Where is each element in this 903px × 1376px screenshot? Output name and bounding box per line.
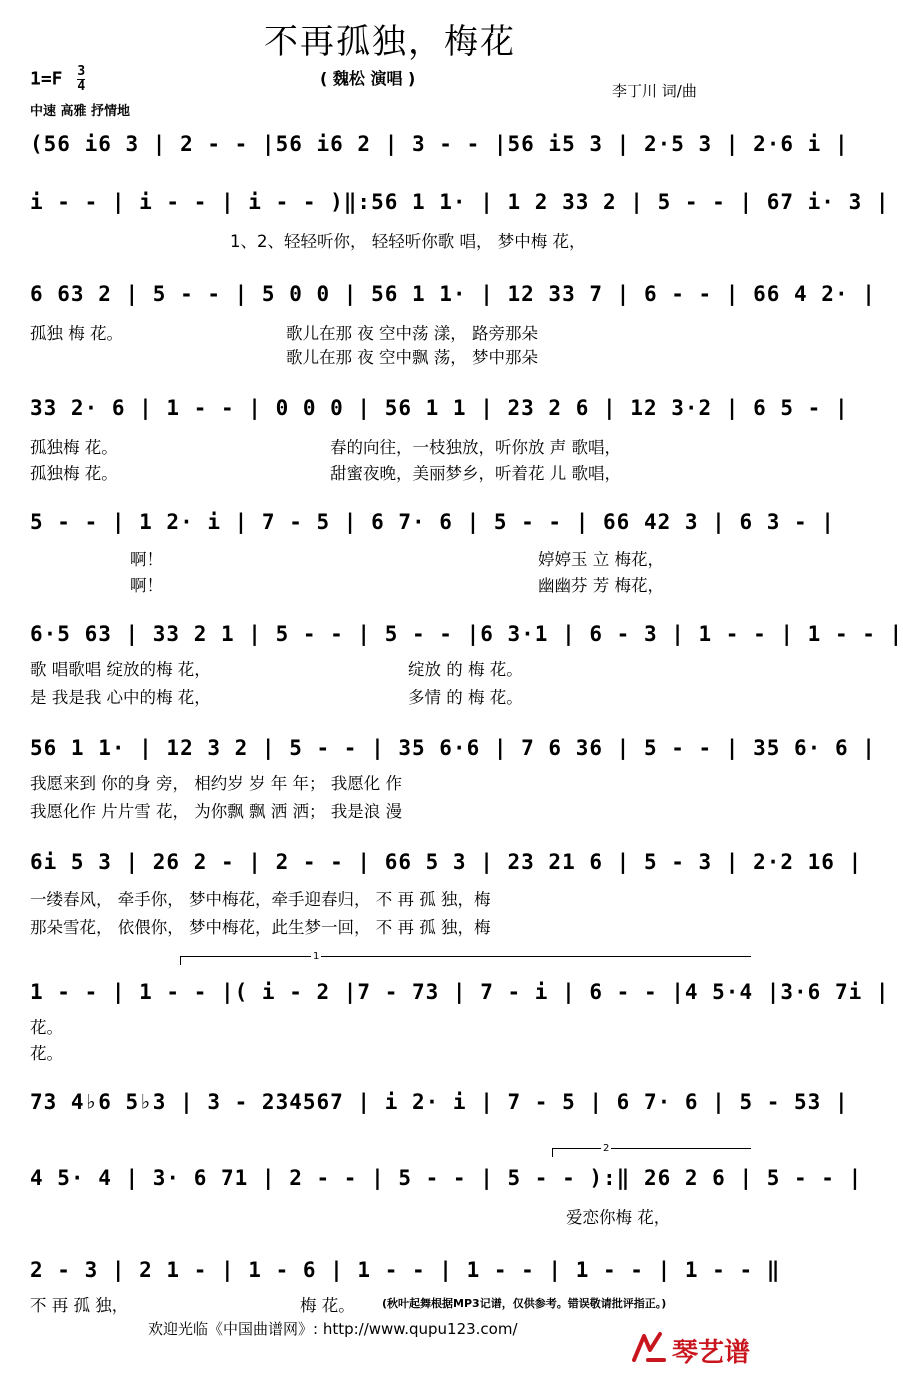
notation-row-8: 6i 5 3 | 26 2 - | 2 - - | 66 5 3 | 23 21 6 | 5 - 3 | 2·2 16 | (30, 850, 863, 874)
volta-bracket-1 (180, 951, 751, 965)
notation-row-5: 5 - - | 1 2· i | 7 - 5 | 6 7· 6 | 5 - - | 66 42 3 | 6 3 - | (30, 510, 835, 534)
lyric-row-1 (30, 228, 750, 250)
site-footer[interactable]: 欢迎光临《中国曲谱网》: http://www.qupu123.com/ (148, 1320, 518, 1338)
lyric-line: 一缕春风， 牵手你， 梦中梅花，牵手迎春归， 不 再 孤 独，梅 (30, 890, 491, 909)
lyric-row-5 (30, 656, 750, 707)
lyric-line: 春的向往，一枝独放，听你放 声 歌唱， (330, 438, 621, 457)
volta-bracket-2 (552, 1143, 751, 1157)
notation-row-10: 73 4♭6 5♭3 | 3 - 234567 | i 2· i | 7 - 5 | 6 7· 6 | 5 - 53 | (30, 1090, 849, 1114)
notation-row-6: 6·5 63 | 33 2 1 | 5 - - | 5 - - |6 3·1 | 6 - 3 | 1 - - | 1 - - | (30, 622, 903, 646)
lyric-line: 婷婷玉 立 梅花， (538, 550, 664, 569)
lyric-line: 1、2、轻轻听你， 轻轻听你歌 唱， 梦中梅 花， (230, 232, 586, 251)
lyric-row-4 (30, 546, 750, 595)
lyric-line: 绽放 的 梅 花。 (408, 660, 523, 679)
lyric-line: 那朵雪花， 依偎你， 梦中梅花，此生梦一回， 不 再 孤 独，梅 (30, 918, 491, 937)
lyric-line: 花。 (30, 1044, 63, 1063)
qinyipu-logo (630, 1330, 770, 1368)
volta-number: 1 (313, 951, 320, 962)
lyric-line: 歌儿在那 夜 空中荡 漾， 路旁那朵 (286, 324, 538, 343)
lyric-line: 梅 花。 (300, 1296, 355, 1315)
lyric-line: 爱恋你梅 花， (566, 1208, 671, 1227)
lyric-line: 歌儿在那 夜 空中飘 荡， 梦中那朵 (286, 348, 538, 367)
notation-row-1: (56 i6 3 | 2 - - |56 i6 2 | 3 - - |56 i5 3 | 2·5 3 | 2·6 i | (30, 132, 849, 156)
lyric-line: 甜蜜夜晚，美丽梦乡，听着花 儿 歌唱， (330, 464, 621, 483)
notation-row-3: 6 63 2 | 5 - - | 5 0 0 | 56 1 1· | 12 33 7 | 6 - - | 66 4 2· | (30, 282, 876, 306)
time-denominator: 4 (77, 79, 86, 94)
lyric-row-2 (30, 320, 750, 367)
song-title: 不再孤独，梅花 (264, 22, 516, 62)
lyric-row-11 (30, 1292, 770, 1314)
notation-row-12: 2 - 3 | 2 1 - | 1 - 6 | 1 - - | 1 - - | 1 - - | 1 - - ‖ (30, 1258, 781, 1282)
lyric-line: 歌 唱歌唱 绽放的梅 花， (30, 660, 211, 679)
notation-row-9: 1 - - | 1 - - |( i - 2 |7 - 73 | 7 - i | 6 - - |4 5·4 |3·6 7i | (30, 980, 890, 1004)
lyric-line: 多情 的 梅 花。 (408, 688, 523, 707)
notation-row-2: i - - | i - - | i - - )‖:56 1 1· | 1 2 33 2 | 5 - - | 67 i· 3 | (30, 190, 890, 214)
lyric-line: 我愿来到 你的身 旁， 相约岁 岁 年 年； 我愿化 作 (30, 774, 402, 793)
lyric-line: 孤独 梅 花。 (30, 324, 123, 343)
singer-credit: ( 魏松 演唱 ) (320, 69, 416, 88)
lyric-line: 啊！ (130, 576, 163, 595)
time-numerator: 3 (77, 64, 86, 79)
lyric-row-8 (30, 1014, 750, 1063)
lyric-line: 我愿化作 片片雪 花， 为你飘 飘 洒 洒； 我是浪 漫 (30, 802, 402, 821)
logo-mark-icon (630, 1330, 668, 1366)
lyric-row-3 (30, 434, 750, 483)
volta-number: 2 (603, 1143, 610, 1154)
lyric-line: 幽幽芬 芳 梅花， (538, 576, 664, 595)
key-signature (30, 66, 85, 93)
lyric-row-10 (30, 1204, 750, 1226)
lyric-line: 啊！ (130, 550, 163, 569)
lyric-line: 是 我是我 心中的梅 花， (30, 688, 211, 707)
notation-row-7: 56 1 1· | 12 3 2 | 5 - - | 35 6·6 | 7 6 36 | 5 - - | 35 6· 6 | (30, 736, 876, 760)
lyric-line: 不 再 孤 独， (30, 1296, 129, 1315)
lyric-line: 孤独梅 花。 (30, 438, 118, 457)
lyric-line: 孤独梅 花。 (30, 464, 118, 483)
lyric-line: 花。 (30, 1018, 63, 1037)
lyric-row-6 (30, 770, 750, 821)
notation-row-11: 4 5· 4 | 3· 6 71 | 2 - - | 5 - - | 5 - - ):‖ 26 2 6 | 5 - - | (30, 1166, 863, 1190)
tempo-marking: 中速 高雅 抒情地 (30, 104, 131, 119)
logo-text: 琴艺谱 (672, 1338, 751, 1368)
transcriber-note: (秋叶起舞根据MP3记谱，仅供参考。错误敬请批评指正。) (382, 1297, 667, 1310)
notation-row-4: 33 2· 6 | 1 - - | 0 0 0 | 56 1 1 | 23 2 6 | 12 3·2 | 6 5 - | (30, 396, 849, 420)
key-text: 1=F (30, 68, 63, 90)
lyric-row-7 (30, 886, 750, 937)
author-credit: 李丁川 词/曲 (612, 82, 697, 100)
time-signature (77, 66, 85, 93)
